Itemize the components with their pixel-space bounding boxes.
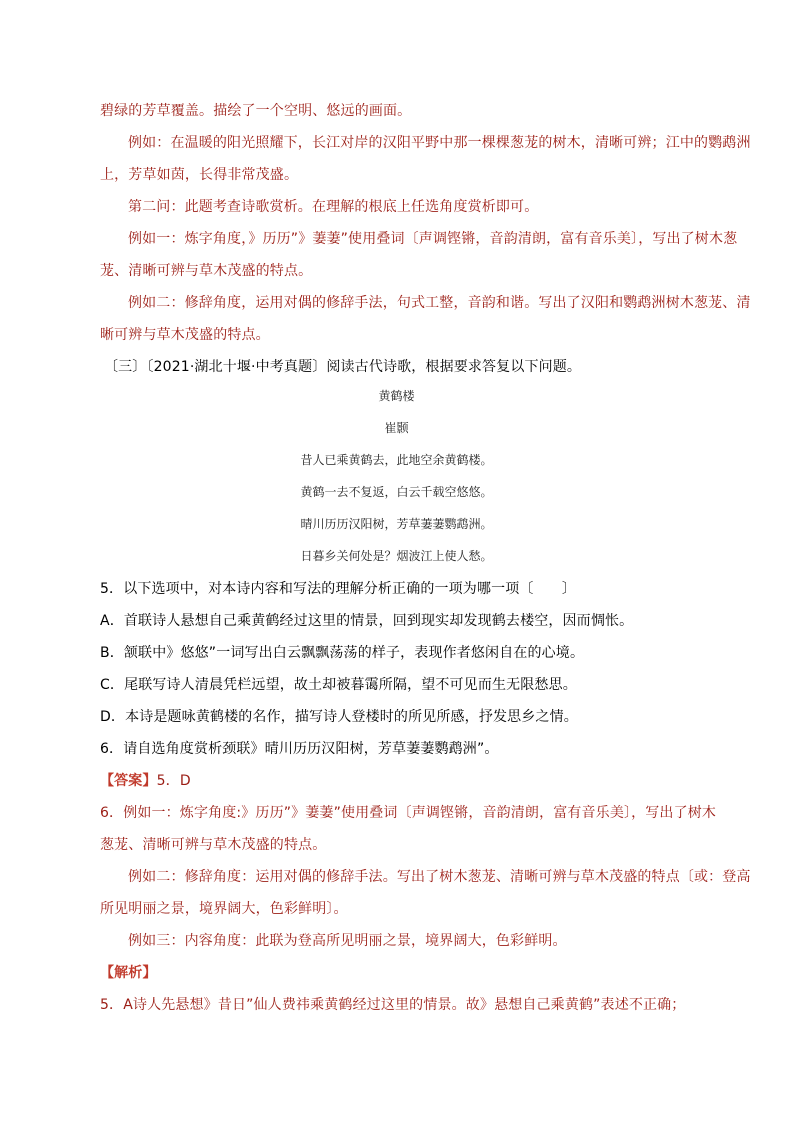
analysis-label: 【解析】 (100, 965, 157, 981)
paragraph-line: 例如一：炼字角度，》历历”》萋萋”使用叠词〔声调铿锵，音韵清朗，富有音乐美〕，写出了树木葱 (128, 231, 738, 247)
paragraph-line: 晰可辨与草木茂盛的特点。 (100, 327, 270, 343)
section-heading: 〔三〕〔2021·湖北十堰·中考真题〕阅读古代诗歌，根据要求答复以下问题。 (104, 359, 582, 375)
paragraph-line: 第二问：此题考查诗歌赏析。在理解的根底上任选角度赏析即可。 (128, 199, 539, 215)
answer-line: 所见明丽之景，境界阔大，色彩鲜明〕。 (100, 901, 348, 917)
poem-title: 黄鹤楼 (378, 389, 415, 403)
analysis-line: 5．A诗人先悬想》昔日”仙人费祎乘黄鹤经过这里的情景。故》悬想自己乘黄鹤”表述不正确； (100, 997, 686, 1013)
answer-label: 【答案】 (100, 773, 157, 789)
paragraph-line: 例如：在温暖的阳光照耀下，长江对岸的汉阳平野中那一棵棵葱茏的树木，清晰可辨；江中的鹦鹉洲 (128, 135, 751, 151)
poem-verse: 黄鹤一去不复返，白云千载空悠悠。 (300, 485, 493, 499)
poem-verse: 昔人已乘黄鹤去，此地空余黄鹤楼。 (300, 453, 493, 467)
option-b: B．颔联中》悠悠”一词写出白云飘飘荡荡的样子，表现作者悠闲自在的心境。 (100, 645, 585, 661)
question-5: 5．以下选项中，对本诗内容和写法的理解分析正确的一项为哪一项〔 〕 (100, 581, 577, 597)
question-6: 6．请自选角度赏析颈联》晴川历历汉阳树，芳草萋萋鹦鹉洲”。 (100, 741, 499, 757)
answer-q5: 5．D (156, 773, 191, 789)
answer-line: 例如二：修辞角度：运用对偶的修辞手法。写出了树木葱茏、清晰可辨与草木茂盛的特点〔或：登高 (128, 869, 751, 885)
paragraph-line: 例如二：修辞角度，运用对偶的修辞手法，句式工整，音韵和谐。写出了汉阳和鹦鹉洲树木葱茏、清 (128, 295, 751, 311)
answer-row (100, 771, 191, 791)
paragraph-line: 茏、清晰可辨与草木茂盛的特点。 (100, 263, 313, 279)
paragraph-line: 碧绿的芳草覆盖。描绘了一个空明、悠远的画面。 (100, 103, 412, 119)
option-a: A．首联诗人悬想自己乘黄鹤经过这里的情景，回到现实却发现鹤去楼空，因而惆怅。 (100, 613, 634, 629)
poem-verse: 晴川历历汉阳树，芳草萋萋鹦鹉洲。 (300, 517, 493, 531)
answer-line: 6．例如一：炼字角度:》历历”》萋萋”使用叠词〔声调铿锵，音韵清朗，富有音乐美〕，写出了树木 (100, 805, 717, 821)
poem-author: 崔颢 (384, 421, 409, 435)
option-c: C．尾联写诗人清晨凭栏远望，故土却被暮霭所隔，望不可见而生无限愁思。 (100, 677, 577, 693)
paragraph-line: 上，芳草如茵，长得非常茂盛。 (100, 167, 299, 183)
answer-line: 例如三：内容角度：此联为登高所见明丽之景，境界阔大，色彩鲜明。 (128, 933, 567, 949)
option-d: D．本诗是题咏黄鹤楼的名作，描写诗人登楼时的所见所感，抒发思乡之情。 (100, 709, 578, 725)
answer-line: 葱茏、清晰可辨与草木茂盛的特点。 (100, 837, 327, 853)
poem-verse: 日暮乡关何处是？烟波江上使人愁。 (300, 549, 493, 563)
